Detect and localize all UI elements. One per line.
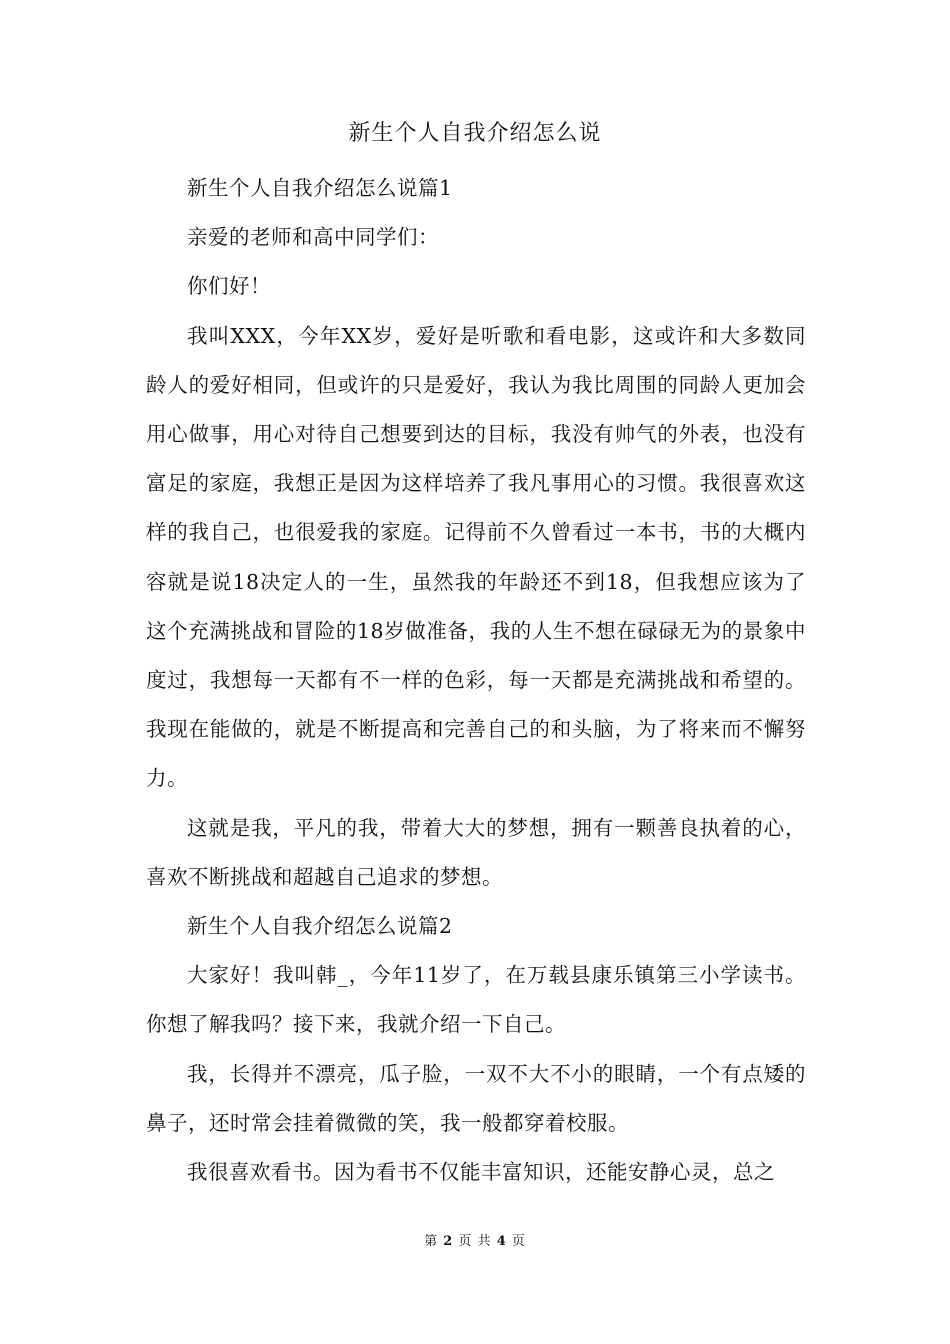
body-paragraph: 我，长得并不漂亮，瓜子脸，一双不大不小的眼睛，一个有点矮的鼻子，还时常会挂着微微的笑，我一般都穿着校服。 — [146, 1061, 806, 1135]
document-title: 新生个人自我介绍怎么说 — [348, 121, 602, 146]
section-heading-1: 新生个人自我介绍怎么说篇1 — [187, 176, 453, 200]
greeting-line: 亲爱的老师和高中同学们： — [187, 225, 439, 250]
section-heading-2: 新生个人自我介绍怎么说篇2 — [187, 914, 453, 939]
footer-suffix: 页 — [511, 1234, 526, 1249]
body-paragraph: 我叫XXX，今年XX岁，爱好是听歌和看电影，这或许和大多数同龄人的爱好相同，但或许的只是爱好，我认为我比周围的同龄人更加会用心做事，用心对待自己想要到达的目标，我没有帅气的外表，也没有富足的家庭，我想正是因为这样培养了我凡事用心的习惯。我很喜欢这样的我自己，也很爱我的家庭。记得前不久曾看过一本书，书的大概内容就是说18决定人的一生，虽然我的年龄还不到18，但我想应该为了这个充满挑战和冒险的18岁做准备，我的人生不想在碌碌无为的景象中度过，我想每一天都有不一样的色彩，每一天都是充满挑战和希望的。我现在能做的，就是不断提高和完善自己的和头脑，为了将来而不懈努力。 — [146, 323, 806, 791]
footer-middle: 页 共 — [458, 1234, 492, 1249]
footer-current-page: 2 — [443, 1234, 454, 1249]
footer-prefix: 第 — [424, 1234, 439, 1249]
salutation-line: 你们好！ — [187, 274, 271, 299]
body-paragraph: 这就是我，平凡的我，带着大大的梦想，拥有一颗善良执着的心，喜欢不断挑战和超越自己追求的梦想。 — [146, 815, 806, 889]
body-paragraph: 大家好！我叫韩_，今年11岁了，在万载县康乐镇第三小学读书。你想了解我吗？接下来，我就介绍一下自己。 — [146, 963, 806, 1037]
page-footer — [0, 1232, 950, 1252]
document-body — [146, 164, 806, 1197]
body-paragraph: 我很喜欢看书。因为看书不仅能丰富知识，还能安静心灵，总之 — [187, 1160, 775, 1185]
footer-total-pages: 4 — [496, 1234, 507, 1249]
